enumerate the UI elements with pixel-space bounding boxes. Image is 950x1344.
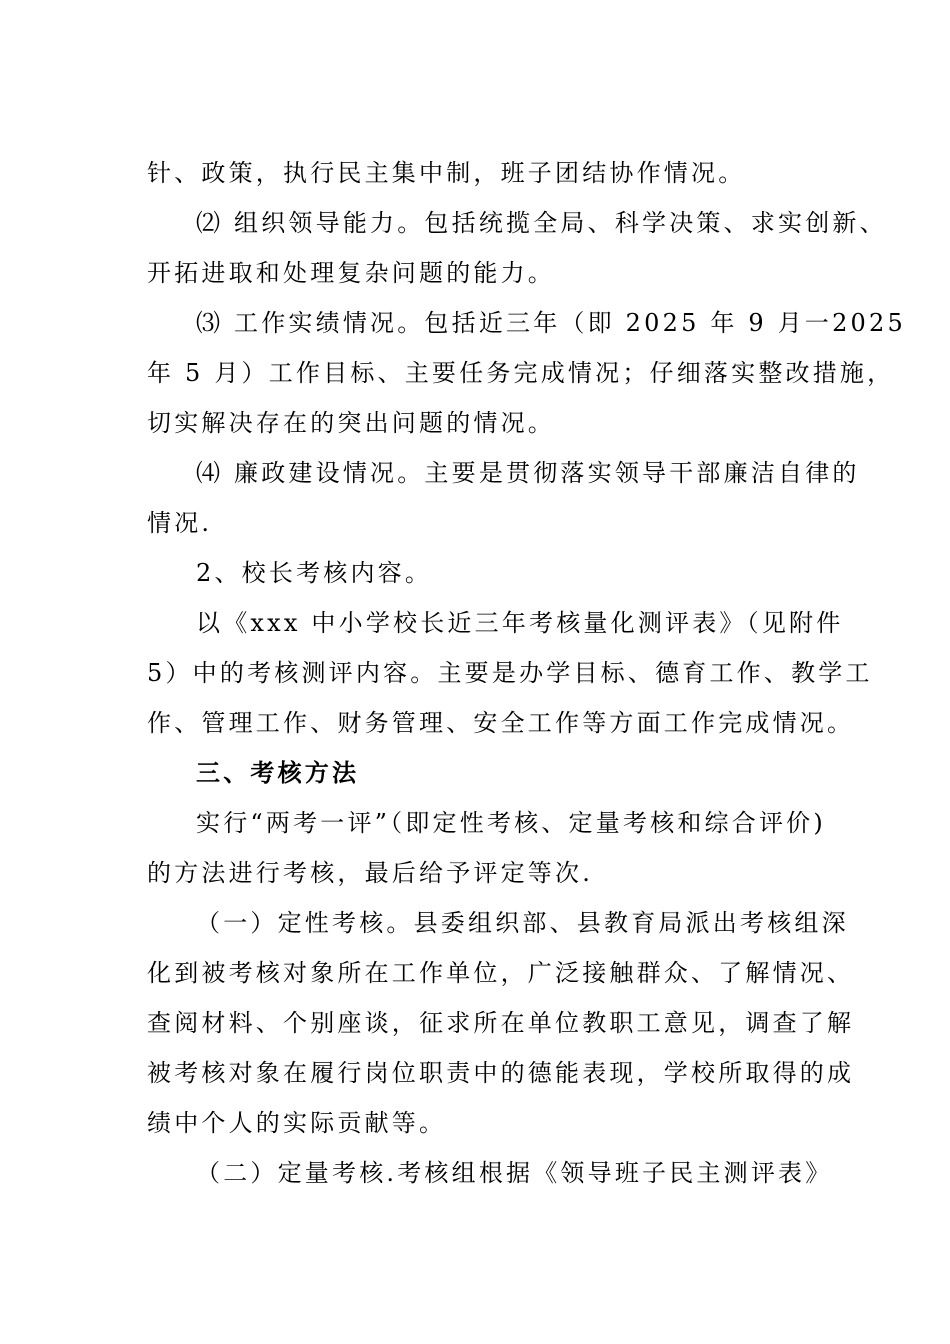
text-line-6: 切实解决存在的突出问题的情况。 <box>147 409 555 437</box>
text-line-19: 被考核对象在履行岗位职责中的德能表现，学校所取得的成 <box>147 1059 855 1087</box>
text-line-3: 开拓进取和处理复杂问题的能力。 <box>147 259 555 287</box>
text-line-20: 绩中个人的实际贡献等。 <box>147 1109 447 1137</box>
text-line-14: 实行“两考一评”（即定性考核、定量考核和综合评价) <box>196 809 826 837</box>
text-line-5: 年 5 月）工作目标、主要任务完成情况；仔细落实整改措施， <box>147 359 895 387</box>
text-line-18: 查阅材料、个别座谈，征求所在单位教职工意见，调查了解 <box>147 1009 855 1037</box>
text-line-2: ⑵ 组织领导能力。包括统揽全局、科学决策、求实创新、 <box>196 209 887 237</box>
text-line-7: ⑷ 廉政建设情况。主要是贯彻落实领导干部廉洁自律的 <box>196 459 860 487</box>
text-line-11: 5）中的考核测评内容。主要是办学目标、德育工作、教学工 <box>147 659 873 687</box>
text-line-12: 作、管理工作、财务管理、安全工作等方面工作完成情况。 <box>147 709 855 737</box>
section-heading-assessment-method: 三、考核方法 <box>196 758 360 787</box>
text-line-17: 化到被考核对象所在工作单位，广泛接触群众、了解情况、 <box>147 959 855 987</box>
text-line-1: 针、政策，执行民主集中制，班子团结协作情况。 <box>147 159 746 187</box>
text-line-8: 情况. <box>147 509 213 537</box>
text-line-21: （二）定量考核.考核组根据《领导班子民主测评表》 <box>196 1159 833 1187</box>
text-line-10: 以《xxx 中小学校长近三年考核量化测评表》（见附件 <box>196 609 844 637</box>
text-line-9: 2、校长考核内容。 <box>196 559 433 587</box>
text-line-16: （一）定性考核。县委组织部、县教育局派出考核组深 <box>196 909 849 937</box>
text-line-4: ⑶ 工作实绩情况。包括近三年（即 2025 年 9 月一2025 <box>196 309 906 337</box>
text-line-15: 的方法进行考核，最后给予评定等次. <box>147 859 594 887</box>
